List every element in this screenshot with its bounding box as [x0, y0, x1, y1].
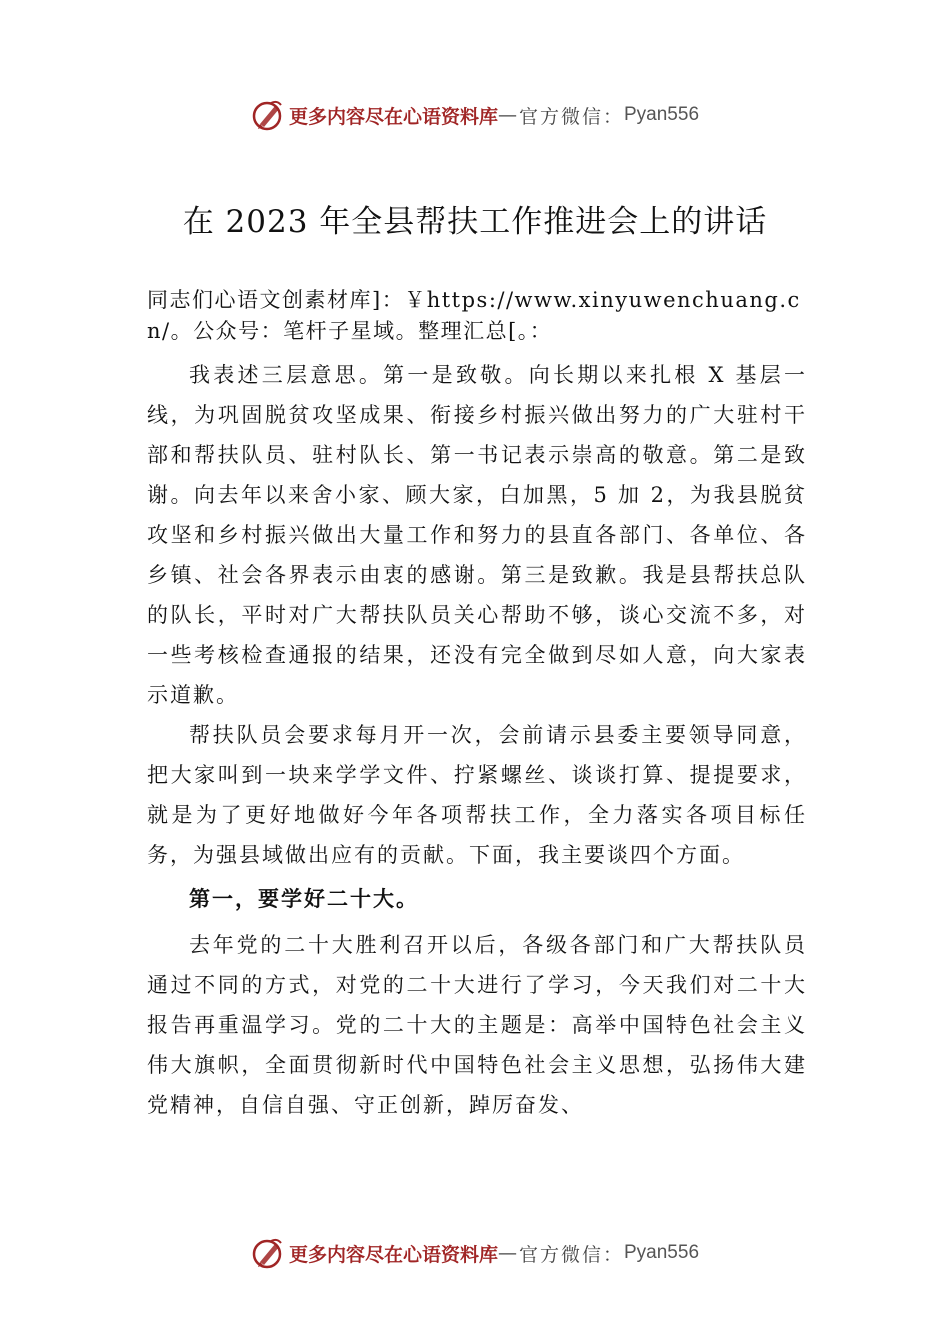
- banner-dash: —: [497, 1242, 519, 1264]
- paragraph-1: 我表述三层意思。第一是致敬。向长期以来扎根 X 基层一线，为巩固脱贫攻坚成果、衔接乡村振兴做出努力的广大驻村干部和帮扶队员、驻村队长、第一书记表示崇高的敬意。第二是致谢。向去年以来舍小家、顾大家，白加黑，5 加 2，为我县脱贫攻坚和乡村振兴做出大量工作和努力的县直各部门、各单位、各乡镇、社会各界表示由衷的感谢。第三是致歉。我是县帮扶总队的队长，平时对广大帮扶队员关心帮助不够，谈心交流不多，对一些考核检查通报的结果，还没有完全做到尽如人意，向大家表示道歉。: [147, 363, 807, 707]
- document-title: 在 2023 年全县帮扶工作推进会上的讲话: [182, 204, 768, 240]
- banner-dash: —: [497, 104, 519, 126]
- pen-logo-icon: [251, 1236, 285, 1270]
- header-banner: [0, 95, 950, 135]
- intro-line: 同志们心语文创素材库]：￥https://www.xinyuwenchuang.cn/。公众号：笔杆子星域。整理汇总[。：: [147, 288, 801, 343]
- paragraph-3: 去年党的二十大胜利召开以后，各级各部门和广大帮扶队员通过不同的方式，对党的二十大进行了学习，今天我们对二十大报告再重温学习。党的二十大的主题是：高举中国特色社会主义伟大旗帜，全面贯彻新时代中国特色社会主义思想，弘扬伟大建党精神，自信自强、守正创新，踔厉奋发、: [147, 933, 807, 1117]
- footer-banner: [0, 1233, 950, 1273]
- document-body: [147, 285, 807, 1125]
- pen-logo-icon: [251, 98, 285, 132]
- banner-wechat-label: 官方微信：: [518, 105, 624, 128]
- paragraph-2: 帮扶队员会要求每月开一次，会前请示县委主要领导同意，把大家叫到一块来学学文件、拧紧螺丝、谈谈打算、提提要求，就是为了更好地做好今年各项帮扶工作，全力落实各项目标任务，为强县域做出应有的贡献。下面，我主要谈四个方面。: [147, 723, 807, 867]
- banner-slogan: 更多内容尽在心语资料库: [288, 105, 498, 128]
- banner-wechat-label: 官方微信：: [518, 1243, 624, 1266]
- banner-slogan: 更多内容尽在心语资料库: [288, 1243, 498, 1266]
- banner-wechat-id: Pyan556: [624, 104, 700, 125]
- banner-wechat-id: Pyan556: [624, 1242, 700, 1263]
- section-heading-1: 第一，要学好二十大。: [189, 886, 419, 911]
